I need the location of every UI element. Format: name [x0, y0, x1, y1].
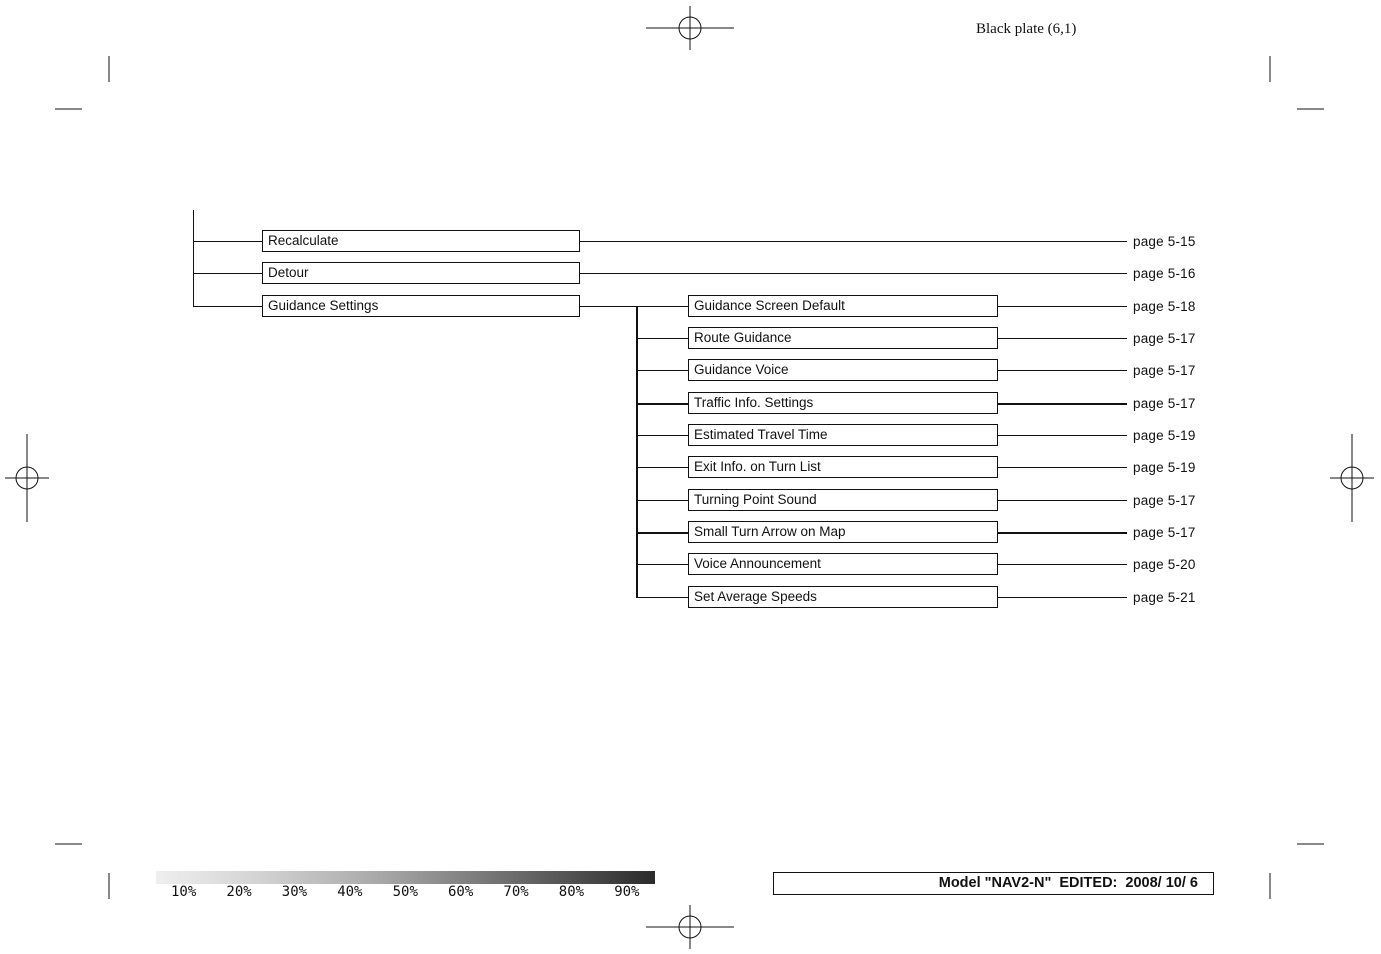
branch-line — [636, 500, 688, 501]
gray-scale-label: 80% — [558, 884, 585, 900]
gray-scale-label: 10% — [171, 884, 197, 900]
submenu-item-box: Small Turn Arrow on Map — [688, 521, 998, 543]
branch-line — [636, 597, 688, 598]
page-reference: page 5-17 — [1133, 396, 1196, 411]
submenu-item-box: Traffic Info. Settings — [688, 392, 998, 414]
branch-line — [193, 273, 262, 274]
leader-line — [998, 500, 1127, 501]
submenu-item-box: Guidance Screen Default — [688, 295, 998, 317]
plate-label: Black plate (6,1) — [976, 21, 1077, 37]
submenu-item-box: Estimated Travel Time — [688, 424, 998, 446]
leader-line — [998, 564, 1127, 565]
leader-line — [580, 273, 1127, 274]
page-reference: page 5-15 — [1133, 234, 1196, 249]
gray-scale-label: 90% — [614, 884, 640, 900]
branch-line — [636, 564, 688, 565]
gray-scale-label: 40% — [337, 884, 363, 900]
page-reference: page 5-19 — [1133, 428, 1196, 443]
branch-line — [636, 370, 688, 371]
leader-line — [998, 467, 1127, 468]
branch-line — [636, 532, 688, 534]
leader-line — [998, 435, 1127, 436]
page-reference: page 5-20 — [1133, 557, 1196, 572]
leader-line — [998, 338, 1127, 339]
leader-line — [998, 306, 1127, 307]
gray-scale-bar — [156, 871, 655, 884]
leader-line — [580, 241, 1127, 242]
submenu-item-box: Turning Point Sound — [688, 489, 998, 511]
branch-line — [636, 338, 688, 339]
subtree-connector — [580, 306, 637, 307]
page-reference: page 5-17 — [1133, 363, 1196, 378]
page-reference: page 5-18 — [1133, 299, 1196, 314]
gray-scale-label: 70% — [503, 884, 529, 900]
menu-item-box: Recalculate — [262, 230, 580, 252]
menu-item-box: Guidance Settings — [262, 295, 580, 317]
gray-scale-label: 50% — [392, 884, 418, 900]
page-reference: page 5-19 — [1133, 460, 1196, 475]
leader-line — [998, 370, 1127, 371]
branch-line — [636, 403, 688, 405]
menu-item-box: Detour — [262, 262, 580, 284]
branch-line — [636, 467, 688, 468]
submenu-item-box: Exit Info. on Turn List — [688, 456, 998, 478]
submenu-item-box: Route Guidance — [688, 327, 998, 349]
page-reference: page 5-21 — [1133, 590, 1196, 605]
subtree-trunk — [636, 306, 638, 597]
tree-trunk — [193, 210, 194, 307]
leader-line — [998, 532, 1127, 534]
branch-line — [193, 306, 262, 307]
leader-line — [998, 597, 1127, 598]
page-reference: page 5-17 — [1133, 331, 1196, 346]
gray-scale-label: 60% — [448, 884, 474, 900]
page-reference: page 5-17 — [1133, 525, 1196, 540]
submenu-item-box: Set Average Speeds — [688, 586, 998, 608]
submenu-item-box: Guidance Voice — [688, 359, 998, 381]
model-edited-label: Model "NAV2-N" EDITED: 2008/ 10/ 6 — [773, 872, 1214, 895]
leader-line — [998, 403, 1127, 405]
submenu-item-box: Voice Announcement — [688, 553, 998, 575]
gray-scale-label: 20% — [226, 884, 252, 900]
branch-line — [636, 306, 688, 307]
page-reference: page 5-16 — [1133, 266, 1196, 281]
branch-line — [636, 435, 688, 436]
gray-scale-label: 30% — [281, 884, 308, 900]
branch-line — [193, 241, 262, 242]
page-reference: page 5-17 — [1133, 493, 1196, 508]
